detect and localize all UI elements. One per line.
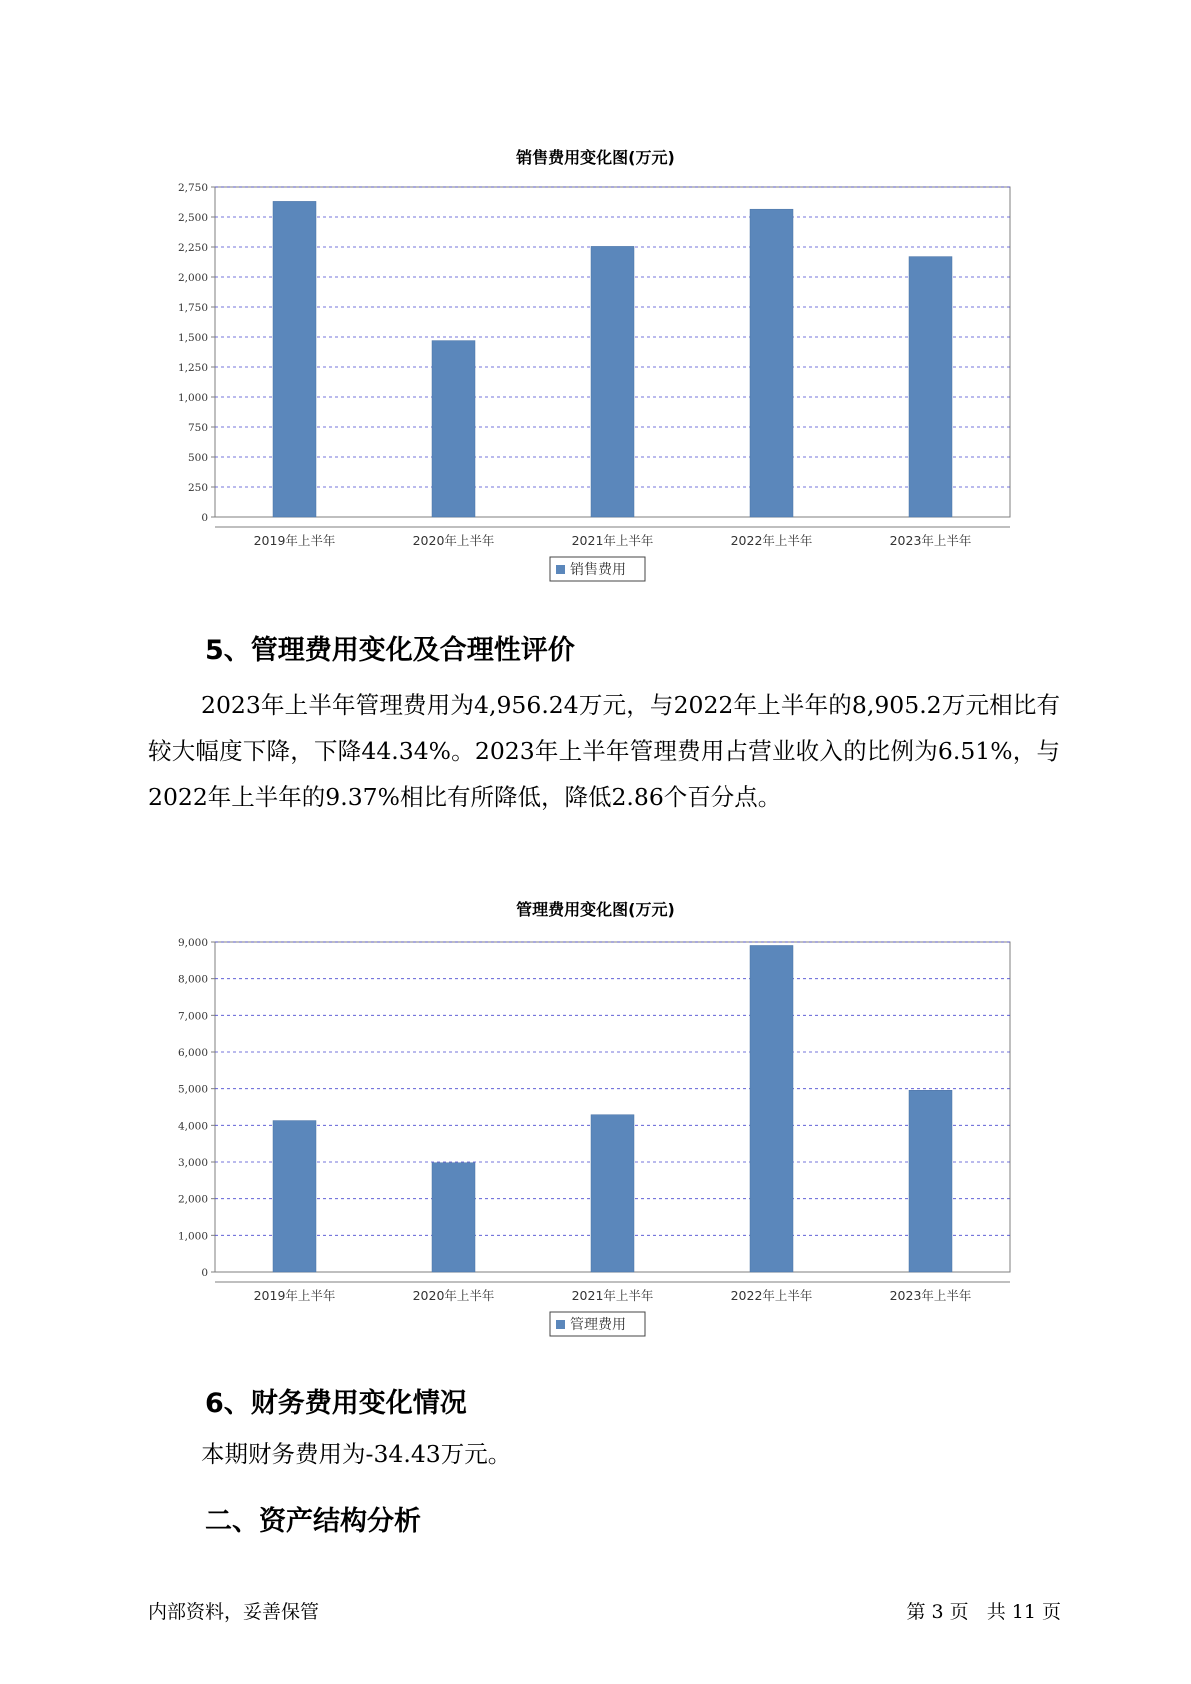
legend	[550, 1312, 645, 1336]
bar	[909, 257, 952, 517]
admin-expense-chart	[0, 925, 1191, 1345]
y-tick-label: 9,000	[177, 937, 208, 949]
y-tick-label: 1,750	[177, 302, 208, 314]
bar	[273, 201, 316, 517]
y-tick-label: 0	[201, 1267, 208, 1279]
x-tick-label: 2021年上半年	[571, 1288, 654, 1303]
y-tick-label: 0	[201, 512, 208, 524]
y-tick-label: 2,750	[177, 182, 208, 194]
y-tick-label: 7,000	[177, 1010, 208, 1023]
y-tick-label: 1,000	[177, 1230, 208, 1243]
legend-label: 管理费用	[570, 1317, 626, 1333]
admin-expense-heading: 5、管理费用变化及合理性评价	[205, 635, 575, 666]
y-tick-label: 250	[187, 482, 208, 494]
y-tick-label: 8,000	[177, 973, 208, 986]
bar	[591, 246, 634, 517]
bar	[432, 341, 475, 517]
asset-structure-heading: 二、资产结构分析	[205, 1506, 421, 1537]
x-tick-label: 2020年上半年	[412, 1288, 495, 1303]
footer-page-number: 第 3 页 共 11 页	[906, 1601, 1061, 1623]
x-tick-label: 2022年上半年	[730, 1288, 813, 1303]
x-tick-label: 2020年上半年	[412, 533, 495, 548]
legend-swatch	[556, 1320, 565, 1329]
y-tick-label: 1,250	[177, 362, 208, 374]
admin-expense-text: 2023年上半年管理费用为4,956.24万元，与2022年上半年的8,905.2万元相比有较大幅度下降，下降44.34%。2023年上半年管理费用占营业收入的比例为6.51%，与2022年上半年的9.37%相比有所降低，降低2.86个百分点。	[148, 691, 1060, 811]
y-tick-label: 1,500	[177, 332, 208, 344]
legend-swatch	[556, 565, 565, 574]
y-tick-label: 2,000	[177, 1193, 208, 1206]
y-tick-label: 5,000	[177, 1083, 208, 1096]
finance-expense-paragraph	[148, 1431, 1060, 1477]
x-tick-label: 2023年上半年	[889, 533, 972, 548]
y-tick-label: 2,250	[177, 242, 208, 254]
y-tick-label: 1,000	[177, 392, 208, 404]
finance-expense-text: 本期财务费用为-34.43万元。	[201, 1440, 512, 1468]
bar	[591, 1115, 634, 1272]
footer-confidential-note: 内部资料，妥善保管	[148, 1601, 320, 1623]
bar	[432, 1163, 475, 1272]
y-tick-label: 750	[187, 422, 208, 434]
y-tick-label: 2,500	[177, 212, 208, 224]
finance-expense-heading: 6、财务费用变化情况	[205, 1388, 467, 1419]
legend	[550, 557, 645, 581]
y-tick-label: 500	[187, 452, 208, 464]
y-tick-label: 6,000	[177, 1047, 208, 1059]
sales-expense-chart-title: 销售费用变化图(万元)	[516, 148, 675, 167]
bar	[750, 209, 793, 517]
y-tick-label: 4,000	[177, 1120, 208, 1133]
bar	[909, 1090, 952, 1272]
x-tick-label: 2019年上半年	[253, 1288, 336, 1303]
legend-label: 销售费用	[570, 562, 626, 578]
bar	[273, 1121, 316, 1272]
admin-expense-chart-title: 管理费用变化图(万元)	[516, 900, 675, 919]
y-tick-label: 2,000	[177, 272, 208, 284]
x-tick-label: 2019年上半年	[253, 533, 336, 548]
bar	[750, 945, 793, 1272]
x-tick-label: 2022年上半年	[730, 533, 813, 548]
x-tick-label: 2023年上半年	[889, 1288, 972, 1303]
y-tick-label: 3,000	[177, 1157, 208, 1169]
admin-expense-paragraph	[148, 682, 1060, 820]
sales-expense-chart	[0, 170, 1191, 590]
x-tick-label: 2021年上半年	[571, 533, 654, 548]
